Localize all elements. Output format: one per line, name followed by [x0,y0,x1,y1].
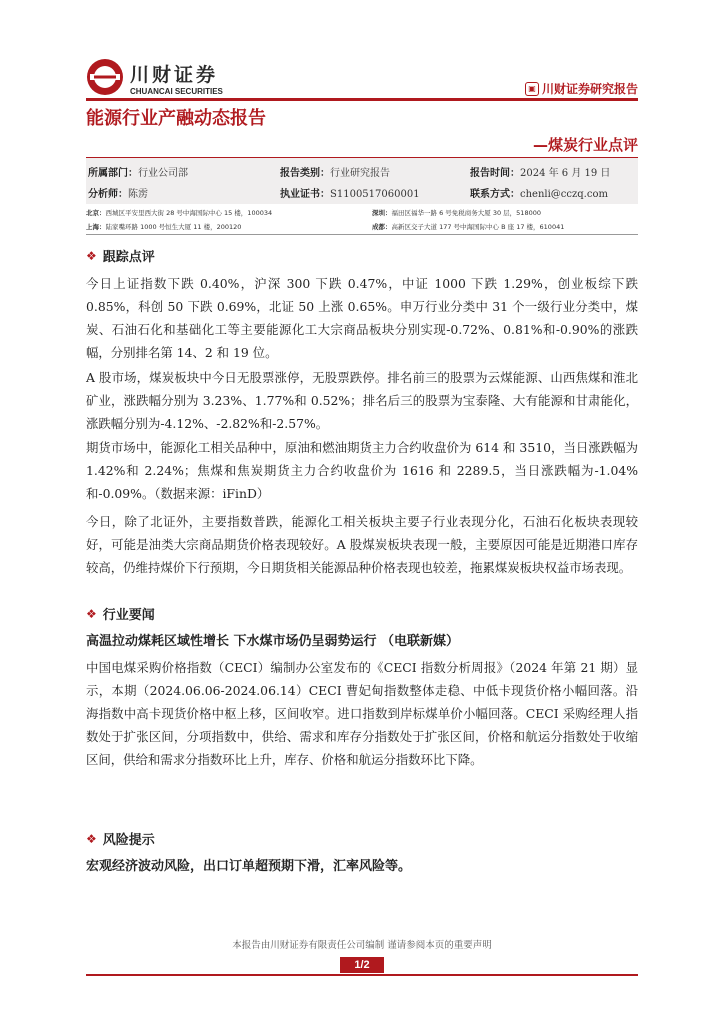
diamond-bullet-icon: ❖ [86,248,97,263]
meta-contact: 联系方式：chenli@cczq.com [470,189,608,200]
tracking-paragraph: A 股市场，煤炭板块中今日无股票涨停，无股票跌停。排名前三的股票为云煤能源、山西焦煤和淮北矿业，涨跌幅分别为 3.23%、1.77%和 0.52%；排名后三的股票为宝泰隆、大有能源和甘肃能化，涨跌幅分别为-4.12%、-2.82%和-2.57%。 [86,370,638,431]
diamond-bullet-icon: ❖ [86,606,97,621]
news-body: 中国电煤采购价格指数（CECI）编制办公室发布的《CECI 指数分析周报》（2024 年第 21 期）显示，本期（2024.06.06-2024.06.14）CECI 曹妃甸指数整体走稳、中低卡现货价格小幅回落。沿海指数中高卡现货价格中枢上移，区间收窄。进口指数到岸标煤单价小幅回落。CECI 采购经理人指数处于扩张区间，分项指数中，供给、需求和库存分指数处于扩张区间，价格和航运分指数处于收缩区间，供给和需求分指数环比上升，库存、价格和航运分指数环比下降。 [86,660,638,767]
meta-analyst: 分析师：陈雳 [88,189,148,200]
address-shanghai: 上海：陆家嘴环路 1000 号恒生大厦 11 楼，200120 [86,223,242,231]
section-heading-tracking: ❖ 跟踪点评 [86,248,155,265]
report-title: 能源行业产融动态报告 [86,108,266,129]
brand-label [525,80,638,97]
footer-rule [86,974,638,976]
address-shenzhen: 深圳：福田区福华一路 6 号免税商务大厦 30 层，518000 [372,209,541,217]
tracking-paragraph: 今日上证指数下跌 0.40%，沪深 300 下跌 0.47%，中证 1000 下跌 1.29%，创业板综下跌 0.85%，科创 50 下跌 0.69%，北证 50 上涨 0.65%。申万行业分类中 31 个一级行业分类中，煤炭、石油石化和基础化工等主要能源化工大宗商品板块分别实现-0.72%、0.81%和-0.90%的涨跌幅，分别排名第 14、2 和 19 位。 [86,276,638,360]
diamond-bullet-icon: ❖ [86,831,97,846]
meta-department: 所属部门：行业公司部 [88,168,188,179]
address-rule [86,234,638,235]
logo-english-name: CHUANCAI SECURITIES [130,87,223,96]
report-subtitle: —煤炭行业点评 [532,136,638,154]
address-beijing: 北京：西城区平安里西大街 28 号中海国际中心 15 楼，100034 [86,209,273,217]
page-number: 1/2 [340,957,384,973]
header-rule [86,98,638,101]
contact-email[interactable]: chenli@cczq.com [520,189,608,200]
company-logo [86,58,226,102]
risk-text: 宏观经济波动风险，出口订单超预期下滑，汇率风险等。 [86,859,412,874]
meta-certificate: 执业证书：S1100517060001 [280,189,420,200]
meta-report-time: 报告时间：2024 年 6 月 19 日 [470,168,611,179]
section-heading-risk: ❖ 风险提示 [86,831,155,848]
report-meta [86,157,638,204]
footer-disclaimer: 本报告由川财证券有限责任公司编制 谨请参阅本页的重要声明 [232,940,492,951]
news-headline: 高温拉动煤耗区域性增长 下水煤市场仍呈弱势运行 （电联新媒） [86,634,460,649]
tracking-paragraph: 期货市场中，能源化工相关品种中，原油和燃油期货主力合约收盘价为 614 和 3510，当日涨跌幅为 1.42%和 2.24%；焦煤和焦炭期货主力合约收盘价为 1616 和 2289.5，当日涨跌幅为-1.04%和-0.09%。（数据来源：iFinD） [86,440,638,501]
meta-report-type: 报告类别：行业研究报告 [280,168,390,179]
logo-chinese-name: 川财证券 [130,64,219,86]
section-heading-news: ❖ 行业要闻 [86,606,155,623]
tracking-paragraph: 今日，除了北证外，主要指数普跌，能源化工相关板块主要子行业表现分化，石油石化板块表现较好，可能是油类大宗商品期货价格表现较好。A 股煤炭板块表现一般，主要原因可能是近期港口库存较高，仍维持煤价下行预期，今日期货相关能源品种价格表现也较差，拖累煤炭板块权益市场表现。 [86,514,638,575]
logo-mark-icon [86,58,124,96]
brand-text: 川财证券研究报告 [541,82,638,96]
report-icon: ▣ [525,82,539,96]
address-chengdu: 成都：高新区交子大道 177 号中海国际中心 B 座 17 楼，610041 [372,223,565,231]
